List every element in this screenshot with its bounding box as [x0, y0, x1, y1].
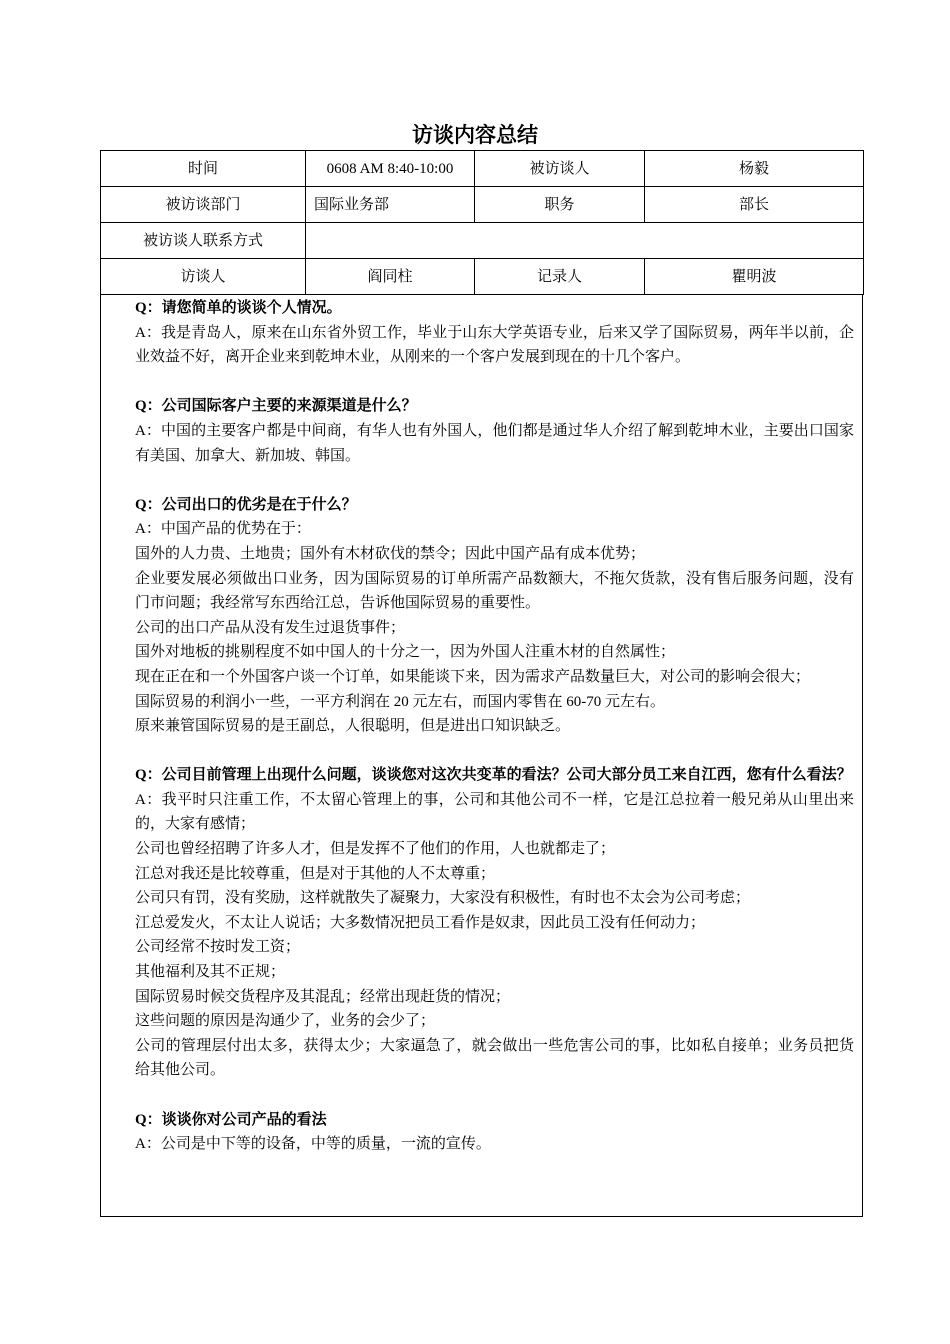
contact-label: 被访谈人联系方式 [101, 223, 306, 259]
answer-text: 公司经常不按时发工资； [135, 939, 301, 956]
table-row [101, 259, 864, 295]
answer-text: 国外对地板的挑剔程度不如中国人的十分之一，因为外国人注重木材的自然属性； [135, 644, 676, 661]
position-label: 职务 [475, 187, 645, 223]
paragraph-gap [135, 739, 854, 764]
qa-content [101, 294, 862, 1157]
table-row [101, 187, 864, 223]
position-value: 部长 [645, 187, 864, 223]
answer-text: 其他福利及其不正规； [135, 964, 286, 981]
page-title: 访谈内容总结 [412, 123, 538, 147]
answer-text: 原来兼管国际贸易的是王副总，人很聪明，但是进出口知识缺乏。 [135, 718, 571, 735]
answer-text: 公司也曾经招聘了许多人才，但是发挥不了他们的作用，人也就都走了； [135, 841, 616, 858]
interviewer-value: 阎同柱 [306, 259, 475, 295]
question-text: Q：公司出口的优劣是在于什么？ [135, 496, 357, 513]
answer-text: A：我平时只注重工作，不太留心管理上的事，公司和其他公司不一样，它是江总拉着一般兄弟从山里出来的，大家有感情； [135, 791, 854, 833]
recorder-value: 瞿明波 [645, 259, 864, 295]
answer-text: 国际贸易的利润小一些，一平方利润在 20 元左右，而国内零售在 60-70 元左右。 [135, 693, 665, 710]
recorder-label: 记录人 [475, 259, 645, 295]
answer-text: 公司只有罚，没有奖励，这样就散失了凝聚力，大家没有积极性，有时也不太会为公司考虑； [135, 890, 751, 907]
paragraph-gap [135, 468, 854, 493]
interviewee-label: 被访谈人 [475, 151, 645, 187]
answer-text: 企业要发展必须做出口业务，因为国际贸易的订单所需产品数额大，不拖欠货款，没有售后服务问题，没有门市问题；我经常写东西给江总，告诉他国际贸易的重要性。 [135, 570, 854, 612]
interview-info-table [100, 150, 864, 295]
time-value: 0608 AM 8:40-10:00 [306, 151, 475, 187]
answer-text: 国际贸易时候交货程序及其混乱；经常出现赶货的情况； [135, 988, 511, 1005]
paragraph-gap [135, 370, 854, 395]
interview-content-box [100, 294, 863, 1217]
table-row [101, 223, 864, 259]
answer-text: 国外的人力贵、土地贵；国外有木材砍伐的禁令；因此中国产品有成本优势； [135, 545, 646, 562]
answer-text: 江总爱发火，不太让人说话；大多数情况把员工看作是奴隶，因此员工没有任何动力； [135, 914, 706, 931]
contact-value [306, 223, 864, 259]
answer-text: A：我是青岛人，原来在山东省外贸工作，毕业于山东大学英语专业，后来又学了国际贸易，两年半以前，企业效益不好，离开企业来到乾坤木业，从刚来的一个客户发展到现在的十几个客户。 [135, 324, 854, 366]
table-row [101, 151, 864, 187]
answer-text: 现在正在和一个外国客户谈一个订单，如果能谈下来，因为需求产品数量巨大，对公司的影响会很大； [135, 668, 811, 685]
question-text: Q：公司国际客户主要的来源渠道是什么？ [135, 398, 417, 415]
answer-text: 公司的管理层付出太多，获得太少；大家逼急了，就会做出一些危害公司的事，比如私自接单；业务员把货给其他公司。 [135, 1037, 854, 1079]
answer-text: 公司的出口产品从没有发生过退货事件； [135, 619, 406, 636]
answer-text: A：中国的主要客户都是中间商，有华人也有外国人，他们都是通过华人介绍了解到乾坤木业，主要出口国家有美国、加拿大、新加坡、韩国。 [135, 422, 854, 464]
interviewer-label: 访谈人 [101, 259, 306, 295]
time-label: 时间 [101, 151, 306, 187]
answer-text: A：公司是中下等的设备，中等的质量，一流的宣传。 [135, 1136, 491, 1153]
answer-text: 江总对我还是比较尊重，但是对于其他的人不太尊重； [135, 865, 496, 882]
answer-text: A：中国产品的优势在于： [135, 521, 311, 538]
interviewee-value: 杨毅 [645, 151, 864, 187]
department-label: 被访谈部门 [101, 187, 306, 223]
question-text: Q：公司目前管理上出现什么问题，谈谈您对这次共变革的看法？公司大部分员工来自江西，您有什么看法？ [135, 767, 852, 784]
question-text: Q：谈谈你对公司产品的看法 [135, 1111, 327, 1128]
department-value: 国际业务部 [306, 187, 475, 223]
question-text: Q：请您简单的谈谈个人情况。 [135, 300, 342, 316]
paragraph-gap [135, 1083, 854, 1108]
answer-text: 这些问题的原因是沟通少了，业务的会少了； [135, 1013, 436, 1030]
